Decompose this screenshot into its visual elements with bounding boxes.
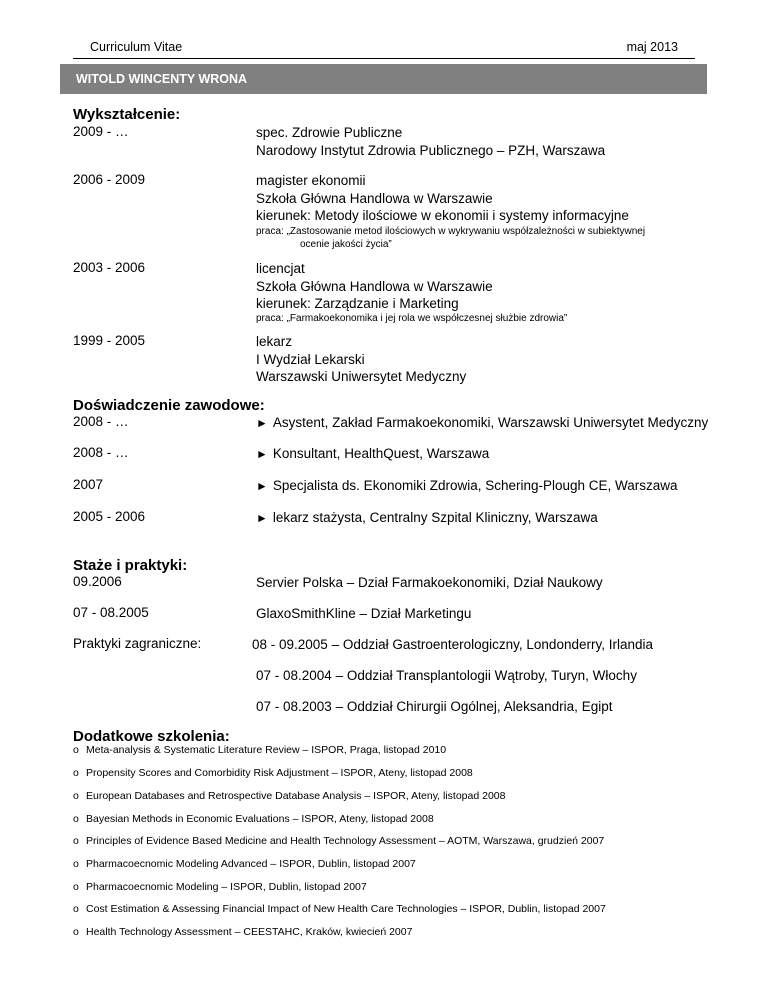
education-line: Szkoła Główna Handlowa w Warszawie: [256, 190, 493, 206]
experience-entry: [256, 477, 678, 496]
bullet-icon: o: [73, 926, 79, 938]
education-entry: [256, 260, 493, 313]
internship-text: 08 - 09.2005 – Oddział Gastroenterologiczny, Londonderry, Irlandia: [252, 637, 653, 652]
bullet-icon: o: [73, 858, 79, 870]
internships-heading: Staże i praktyki:: [73, 557, 188, 574]
experience-text: lekarz stażysta, Centralny Szpital Kliniczny, Warszawa: [272, 510, 598, 525]
bullet-icon: o: [73, 835, 79, 847]
education-line: kierunek: Metody ilościowe w ekonomii i systemy informacyjne: [256, 208, 629, 223]
education-entry: [256, 333, 466, 386]
internship-period: 07 - 08.2005: [73, 605, 149, 620]
arrow-icon: ►: [256, 479, 268, 493]
experience-text: Specjalista ds. Ekonomiki Zdrowia, Schering-Plough CE, Warszawa: [272, 478, 678, 493]
internship-period: Praktyki zagraniczne:: [73, 636, 202, 651]
bullet-icon: o: [73, 813, 79, 825]
training-item: o Pharmacoecnomic Modeling Advanced – ISPOR, Dublin, listopad 2007: [73, 858, 416, 870]
experience-period: 2008 - …: [73, 445, 129, 460]
education-line: lekarz: [256, 334, 293, 349]
education-line: Narodowy Instytut Zdrowia Publicznego – PZH, Warszawa: [256, 142, 606, 158]
thesis-note-line: ocenie jakości życia”: [300, 239, 392, 250]
education-period: 2003 - 2006: [73, 260, 146, 275]
training-item: o Cost Estimation & Assessing Financial Impact of New Health Care Technologies – ISPOR, Dublin, listopad 2007: [73, 903, 606, 915]
arrow-icon: ►: [256, 447, 268, 461]
internship-period: 09.2006: [73, 574, 122, 589]
training-item: o Meta-analysis & Systematic Literature Review – ISPOR, Praga, listopad 2010: [73, 744, 447, 756]
arrow-icon: ►: [256, 511, 268, 525]
internship-text: GlaxoSmithKline – Dział Marketingu: [256, 606, 472, 621]
thesis-note-line: praca: „Farmakoekonomika i jej rola we współczesnej służbie zdrowia”: [256, 313, 568, 324]
experience-period: 2005 - 2006: [73, 509, 146, 524]
education-line: Warszawski Uniwersytet Medyczny: [256, 369, 467, 384]
training-heading: Dodatkowe szkolenia:: [73, 728, 230, 745]
education-period: 2009 - …: [73, 124, 129, 139]
bullet-icon: o: [73, 767, 79, 779]
education-heading: Wykształcenie:: [73, 106, 181, 123]
experience-text: Asystent, Zakład Farmakoekonomiki, Warszawski Uniwersytet Medyczny: [272, 415, 709, 430]
education-line: licencjat: [256, 261, 305, 276]
arrow-icon: ►: [256, 416, 268, 430]
bullet-icon: o: [73, 790, 79, 802]
education-line: I Wydział Lekarski: [256, 351, 365, 367]
experience-entry: [256, 445, 489, 464]
experience-entry: [256, 509, 598, 528]
experience-entry: [256, 414, 708, 433]
bullet-icon: o: [73, 744, 79, 756]
training-item: o Principles of Evidence Based Medicine and Health Technology Assessment – AOTM, Warszawa, grudzień 2007: [73, 835, 605, 847]
bullet-icon: o: [73, 881, 79, 893]
education-line: kierunek: Zarządzanie i Marketing: [256, 296, 459, 311]
internship-text: Servier Polska – Dział Farmakoekonomiki, Dział Naukowy: [256, 575, 603, 590]
header-title: Curriculum Vitae: [90, 40, 183, 54]
education-entry: [256, 124, 605, 159]
experience-heading: Doświadczenie zawodowe:: [73, 397, 265, 414]
training-item: o Health Technology Assessment – CEESTAHC, Kraków, kwiecień 2007: [73, 926, 413, 938]
header-date: maj 2013: [626, 40, 678, 54]
experience-text: Konsultant, HealthQuest, Warszawa: [272, 446, 490, 461]
training-item: o Propensity Scores and Comorbidity Risk Adjustment – ISPOR, Ateny, listopad 2008: [73, 767, 473, 779]
education-line: spec. Zdrowie Publiczne: [256, 125, 403, 140]
education-line: Szkoła Główna Handlowa w Warszawie: [256, 278, 493, 294]
name-bar: WITOLD WINCENTY WRONA: [60, 64, 707, 94]
internship-text: 07 - 08.2004 – Oddział Transplantologii Wątroby, Turyn, Włochy: [256, 668, 637, 683]
thesis-note: [256, 312, 567, 325]
experience-period: 2008 - …: [73, 414, 129, 429]
training-item: o European Databases and Retrospective Database Analysis – ISPOR, Ateny, listopad 2008: [73, 790, 506, 802]
internship-text: 07 - 08.2003 – Oddział Chirurgii Ogólnej, Aleksandria, Egipt: [256, 699, 613, 714]
education-line: magister ekonomii: [256, 173, 366, 188]
training-item: o Pharmacoecnomic Modeling – ISPOR, Dublin, listopad 2007: [73, 881, 367, 893]
bullet-icon: o: [73, 903, 79, 915]
thesis-note: [256, 225, 645, 251]
education-period: 2006 - 2009: [73, 172, 146, 187]
training-item: o Bayesian Methods in Economic Evaluations – ISPOR, Ateny, listopad 2008: [73, 813, 434, 825]
header-divider: [73, 58, 695, 59]
experience-period: 2007: [73, 477, 104, 492]
education-entry: [256, 172, 629, 225]
thesis-note-line: praca: „Zastosowanie metod ilościowych w wykrywaniu współzależności w subiektywnej: [256, 226, 646, 237]
education-period: 1999 - 2005: [73, 333, 146, 348]
